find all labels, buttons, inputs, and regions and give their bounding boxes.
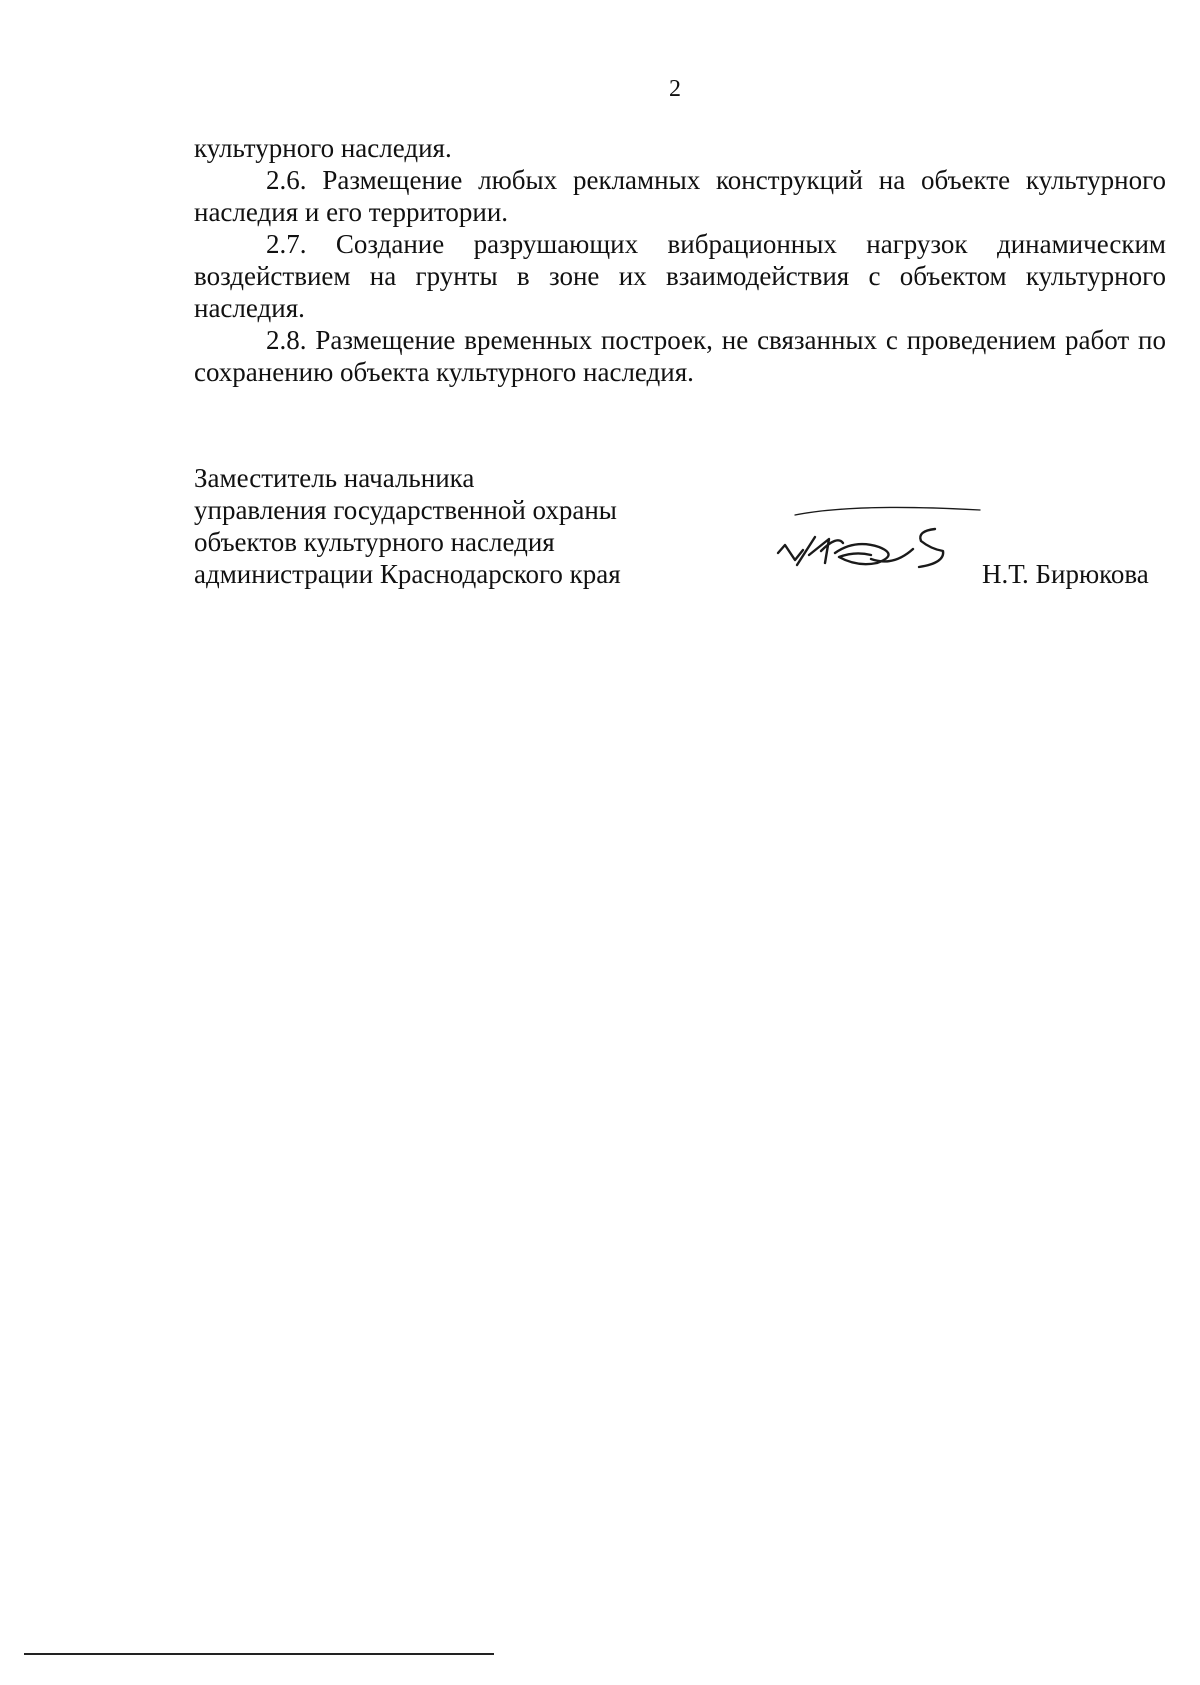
handwritten-signature <box>775 505 985 590</box>
page-number: 2 <box>669 76 681 102</box>
document-body <box>194 132 1166 388</box>
paragraph-2-7: 2.7. Создание разрушающих вибрационных нагрузок динамическим воздействием на грунты в зоне их взаимодействия с объектом культурного наследия. <box>194 229 1166 323</box>
signatory-position <box>194 462 621 590</box>
position-line: управления государственной охраны <box>194 495 617 525</box>
paragraph-continuation: культурного наследия. <box>194 133 452 163</box>
position-line: администрации Краснодарского края <box>194 559 621 589</box>
paragraph-2-6: 2.6. Размещение любых рекламных конструкций на объекте культурного наследия и его территории. <box>194 165 1166 227</box>
position-line: объектов культурного наследия <box>194 527 555 557</box>
paragraph-2-8: 2.8. Размещение временных построек, не связанных с проведением работ по сохранению объекта культурного наследия. <box>194 325 1166 387</box>
footer-rule <box>24 1653 494 1655</box>
position-line: Заместитель начальника <box>194 463 475 493</box>
signer-name: Н.Т. Бирюкова <box>982 559 1149 589</box>
